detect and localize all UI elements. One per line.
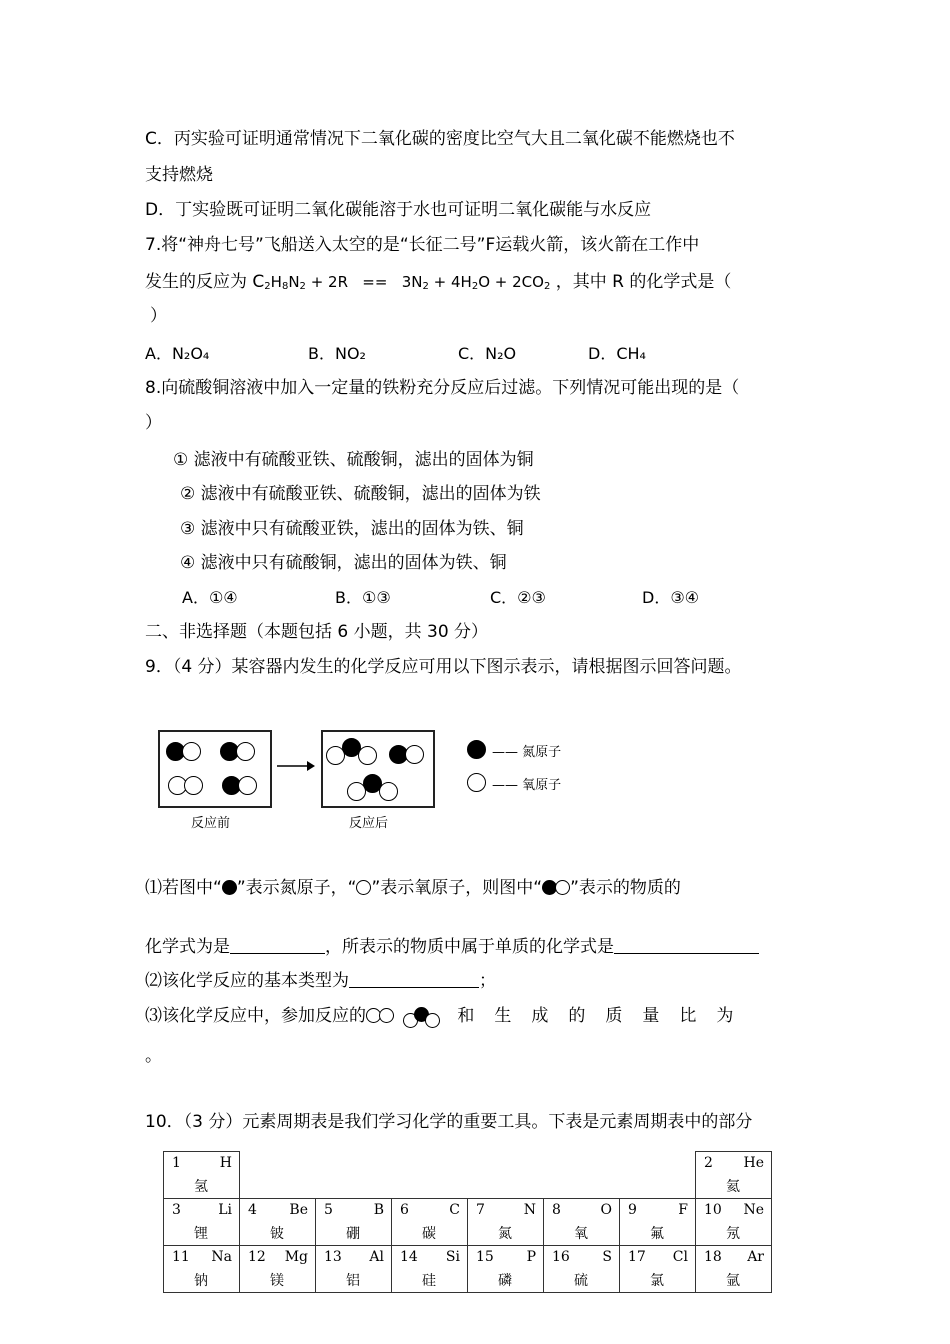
element-name: 氢: [194, 1179, 208, 1195]
element-number: 1: [172, 1155, 181, 1171]
q9-part1-line2-b: ，所表示的物质中属于单质的化学式是: [325, 937, 614, 957]
element-symbol: O: [600, 1202, 612, 1218]
element-cell: [239, 1198, 316, 1246]
q6-option-c-line1: C．丙实验可证明通常情况下二氧化碳的密度比空气大且二氧化碳不能燃烧也不: [145, 129, 735, 149]
element-number: 15: [476, 1249, 494, 1265]
spread-char: 生: [494, 1006, 512, 1026]
element-cell: [695, 1245, 772, 1293]
element-name: 铝: [346, 1273, 360, 1289]
element-cell: [163, 1151, 240, 1199]
element-cell: [543, 1245, 620, 1293]
element-symbol: S: [602, 1249, 612, 1265]
q9-part3-spread-text: [447, 1006, 743, 1026]
q9-part1-line1: [145, 877, 681, 899]
element-number: 10: [704, 1202, 722, 1218]
q8-option-c: C．②③: [490, 588, 546, 607]
element-name: 碳: [422, 1226, 436, 1242]
q9-part2: [145, 970, 496, 992]
spread-char: 和: [457, 1006, 475, 1026]
element-cell: [163, 1198, 240, 1246]
spread-char: 为: [716, 1006, 734, 1026]
q7-stem-line1: 7.将“神舟七号”飞船送入太空的是“长征二号”F运载火箭，该火箭在工作中: [145, 235, 700, 255]
element-cell: [239, 1245, 316, 1293]
before-label: 反应前: [191, 816, 231, 831]
element-symbol: C: [449, 1202, 460, 1218]
nitrogen-atom-icon: [222, 880, 237, 895]
q7-option-b: B．NO₂: [308, 344, 366, 363]
q7-stem-line3: ）: [150, 306, 167, 326]
element-number: 2: [704, 1155, 713, 1171]
element-number: 9: [628, 1202, 637, 1218]
element-symbol: Li: [218, 1202, 232, 1218]
q9-part2-text-a: ⑵该化学反应的基本类型为: [145, 971, 349, 991]
element-number: 13: [324, 1249, 342, 1265]
reaction-diagram: [155, 725, 595, 835]
q9-part3: [145, 1005, 743, 1027]
oxygen-atom-icon: [379, 1008, 394, 1023]
q8-stem-line2: ）: [145, 413, 162, 433]
oxygen-atom: [358, 746, 377, 765]
q6-option-d: D．丁实验既可证明二氧化碳能溶于水也可证明二氧化碳能与水反应: [145, 200, 652, 220]
q9-part1-line2: [145, 936, 759, 958]
spread-char: 质: [605, 1006, 623, 1026]
q9-title: 9．（4 分）某容器内发生的化学反应可用以下图示表示，请根据图示回答问题。: [145, 657, 742, 677]
element-cell: [695, 1198, 772, 1246]
oxygen-atom: [405, 745, 424, 764]
q10-title: 10．（3 分）元素周期表是我们学习化学的重要工具。下表是元素周期表中的部分: [145, 1112, 753, 1132]
q7-option-c: C．N₂O: [458, 344, 517, 363]
element-name: 氖: [726, 1226, 740, 1242]
oxygen-atom: [182, 742, 201, 761]
legend-oxygen-label: —— 氧原子: [492, 778, 562, 793]
element-number: 6: [400, 1202, 409, 1218]
element-name: 磷: [498, 1273, 512, 1289]
element-cell: [467, 1245, 544, 1293]
element-cell: [391, 1245, 468, 1293]
answer-blank[interactable]: [614, 937, 759, 954]
legend-oxygen-icon: [467, 773, 486, 792]
element-number: 4: [248, 1202, 257, 1218]
q9-part3-text-a: ⑶该化学反应中，参加反应的: [145, 1006, 366, 1026]
q9-part1-text-a: ⑴若图中“: [145, 878, 222, 898]
q8-option-a: A．①④: [182, 588, 238, 607]
legend-nitrogen-icon: [467, 740, 486, 759]
element-number: 11: [172, 1249, 190, 1265]
element-symbol: B: [373, 1202, 384, 1218]
element-name: 钠: [194, 1273, 208, 1289]
legend-nitrogen-label: —— 氮原子: [492, 745, 562, 760]
periodic-table: [163, 1151, 772, 1297]
element-cell: [543, 1198, 620, 1246]
element-name: 铍: [270, 1226, 284, 1242]
oxygen-atom: [238, 776, 257, 795]
element-cell: [163, 1245, 240, 1293]
element-number: 16: [552, 1249, 570, 1265]
oxygen-atom-icon: [555, 880, 570, 895]
q8-item-3: ③ 滤液中只有硫酸亚铁，滤出的固体为铁、铜: [180, 519, 524, 539]
q7-equation: $_2H_8N_2 + 2R == 3N_2 + 4H_2O + 2CO_2$: [264, 273, 551, 292]
element-name: 氦: [726, 1179, 740, 1195]
element-symbol: P: [526, 1249, 536, 1265]
element-symbol: H: [219, 1155, 232, 1171]
element-name: 硫: [574, 1273, 588, 1289]
q8-option-d: D．③④: [642, 588, 700, 607]
before-box: [158, 730, 272, 808]
element-cell: [315, 1198, 392, 1246]
q9-part1-text-d: ”表示的物质的: [570, 878, 681, 898]
q8-option-b: B．①③: [335, 588, 391, 607]
oxygen-atom: [184, 776, 203, 795]
q7-option-d: D．CH₄: [588, 344, 646, 363]
element-number: 5: [324, 1202, 333, 1218]
element-name: 硅: [422, 1273, 436, 1289]
element-number: 8: [552, 1202, 561, 1218]
element-cell: [619, 1198, 696, 1246]
element-name: 氮: [498, 1226, 512, 1242]
spread-char: 的: [568, 1006, 586, 1026]
element-name: 氟: [650, 1226, 664, 1242]
section-2-heading: 二、非选择题（本题包括 6 小题，共 30 分）: [145, 622, 489, 642]
element-number: 12: [248, 1249, 266, 1265]
no2-molecule-icon: [399, 1009, 447, 1027]
spread-char: 量: [642, 1006, 660, 1026]
oxygen-atom: [236, 742, 255, 761]
element-symbol: N: [523, 1202, 536, 1218]
oxygen-atom: [379, 782, 398, 801]
element-symbol: Na: [211, 1249, 232, 1265]
element-number: 18: [704, 1249, 722, 1265]
q9-part1-text-b: ”表示氮原子，“: [236, 878, 357, 898]
element-cell: [695, 1151, 772, 1199]
element-number: 7: [476, 1202, 485, 1218]
element-number: 3: [172, 1202, 181, 1218]
element-symbol: Ar: [747, 1249, 764, 1265]
q7-stem-line2-suffix: ，其中 R 的化学式是（: [550, 272, 732, 292]
q7-stem-line2: [145, 271, 731, 298]
q9-part3-line2: 。: [145, 1046, 162, 1066]
element-cell: [391, 1198, 468, 1246]
answer-blank[interactable]: [349, 971, 479, 988]
element-name: 氯: [650, 1273, 664, 1289]
q8-stem-line1: 8.向硫酸铜溶液中加入一定量的铁粉充分反应后过滤。下列情况可能出现的是（: [145, 378, 740, 398]
q7-stem-line2-prefix: 发生的反应为 C: [145, 272, 265, 292]
element-symbol: Si: [445, 1249, 460, 1265]
element-cell: [467, 1198, 544, 1246]
oxygen-atom-icon: [356, 880, 371, 895]
element-number: 17: [628, 1249, 646, 1265]
spread-char: 比: [679, 1006, 697, 1026]
element-symbol: Be: [289, 1202, 308, 1218]
element-symbol: Ne: [743, 1202, 764, 1218]
q8-item-4: ④ 滤液中只有硫酸铜，滤出的固体为铁、铜: [180, 553, 507, 573]
q7-option-a: A．N₂O₄: [145, 344, 210, 363]
element-name: 氧: [574, 1226, 588, 1242]
element-name: 硼: [346, 1226, 360, 1242]
q8-item-1: ① 滤液中有硫酸亚铁、硫酸铜，滤出的固体为铜: [173, 450, 534, 470]
element-name: 镁: [270, 1273, 284, 1289]
reaction-arrow-icon: [275, 759, 317, 773]
element-cell: [315, 1245, 392, 1293]
q9-part2-text-b: ；: [479, 971, 496, 991]
element-name: 氩: [726, 1273, 740, 1289]
element-symbol: Mg: [284, 1249, 308, 1265]
element-symbol: He: [743, 1155, 764, 1171]
after-label: 反应后: [349, 816, 389, 831]
element-symbol: Cl: [672, 1249, 688, 1265]
q6-option-c-line2: 支持燃烧: [145, 165, 213, 185]
spread-char: 成: [531, 1006, 549, 1026]
q9-part1-line2-a: 化学式为是: [145, 937, 230, 957]
element-cell: [619, 1245, 696, 1293]
q8-item-2: ② 滤液中有硫酸亚铁、硫酸铜，滤出的固体为铁: [180, 484, 541, 504]
answer-blank[interactable]: [230, 937, 325, 954]
q9-part1-text-c: ”表示氧原子，则图中“: [371, 878, 543, 898]
oxygen-atom-icon: [425, 1013, 440, 1028]
after-box: [321, 730, 435, 808]
element-symbol: F: [678, 1202, 688, 1218]
element-symbol: Al: [369, 1249, 384, 1265]
element-number: 14: [400, 1249, 418, 1265]
element-name: 锂: [194, 1226, 208, 1242]
